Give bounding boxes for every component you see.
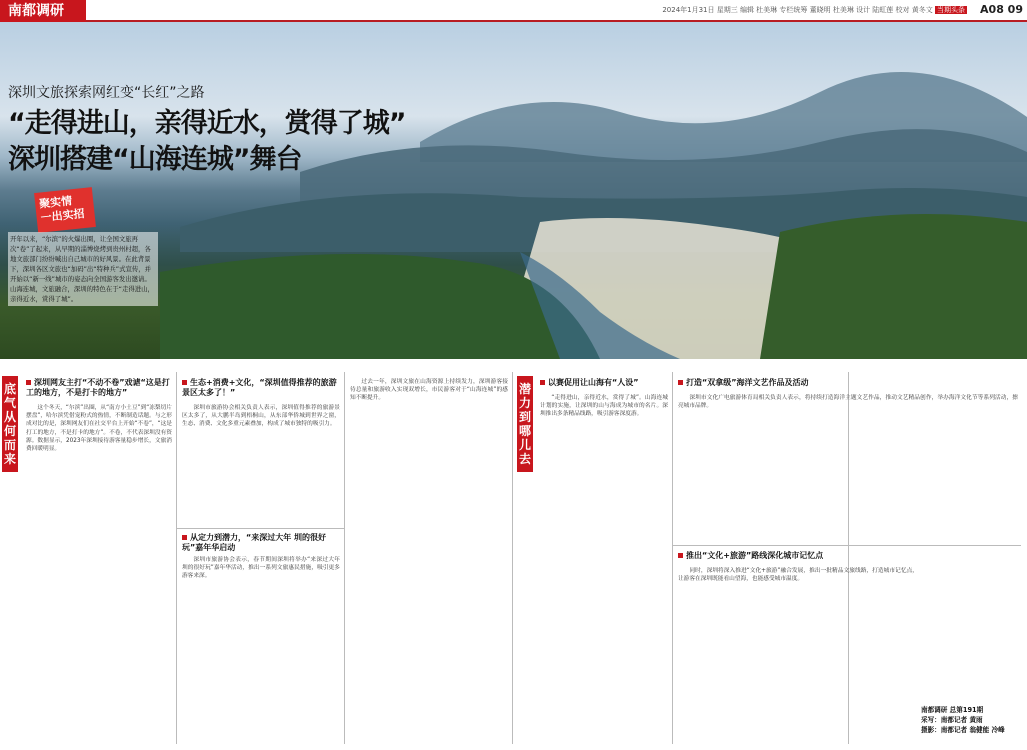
column-2 <box>182 404 340 524</box>
headline-line-2: 深圳搭建“山海连城”舞台 <box>8 144 302 175</box>
intro-paragraph: 开年以来，“尔滨”的火爆出圈，让全国文旅再次“卷”了起来，从早期的淄博烧烤到贵州村超，各地文旅部门纷纷喊出自己城市的好风景。在此背景下，深圳各区文旅也“加码”出“特种兵”式宣传，并开始以“新一线”城市的姿态向全国游客发出邀请。山海连城，文旅融合，深圳的特色在于“走得进山，亲得近水，赏得了城”。 <box>8 232 158 306</box>
subhead-1 <box>26 378 172 398</box>
row-divider <box>672 545 1021 546</box>
subhead-4 <box>540 378 668 388</box>
subhead-5-text: 打造“双拿级”海洋文艺作品及活动 <box>686 378 809 387</box>
column-divider <box>344 372 345 744</box>
hero-photo <box>0 22 1027 359</box>
subhead-3 <box>182 533 340 553</box>
column-6-text: 同时，深圳将深入推进“文化+旅游”融合发展，推出一批精品文旅线路，打造城市记忆点，让游客在深圳既能看山望海，也能感受城市温度。 <box>678 568 918 583</box>
column-divider <box>176 372 177 744</box>
column-4 <box>350 378 508 744</box>
subhead-4-text: 以赛促用让山海有“人设” <box>548 378 639 387</box>
column-stamp <box>34 187 96 233</box>
headline-line-1: “走得进山，亲得近水，赏得了城” <box>8 108 406 139</box>
bullet-icon <box>540 380 545 385</box>
masthead-info-text: 2024年1月31日 星期三 编辑 杜美琳 专栏统筹 董晓明 杜美琳 设计 陆虹莲 校对 黄冬文 <box>662 6 933 14</box>
bullet-icon <box>678 553 683 558</box>
column-3-text: 过去一年，深圳文旅在山海资源上持续发力，深圳游客接待总量和旅游收入实现双增长，市民游客对于“山海连城”的感知不断提升。 <box>350 379 508 402</box>
column-3 <box>182 556 340 744</box>
column-4-text: “走得进山，亲得近水，赏得了城”。山海连城计划的实施，让深圳的山与海成为城市的名片。深圳推出多条精品线路，吸引游客深度游。 <box>540 395 668 418</box>
stamp-line-2: 一出实招 <box>40 207 86 225</box>
credits-line-1: 南都调研 总第191期 <box>921 706 984 714</box>
column-1 <box>26 404 172 744</box>
bullet-icon <box>26 380 31 385</box>
credits-line-2: 采写：南都记者 黄雨 <box>921 716 983 724</box>
headline-block <box>8 82 468 178</box>
page-number: A08 09 <box>980 3 1023 16</box>
subhead-5 <box>678 378 1018 388</box>
column-divider <box>512 372 513 744</box>
stamp-line-1: 聚实情 <box>38 194 73 211</box>
subhead-2 <box>182 378 340 398</box>
column-2-text: 深圳市旅游协会相关负责人表示，深圳值得推荐的旅游景区太多了，从大鹏半岛到梧桐山，从东部华侨城到世界之窗，生态、消费、文化多重元素叠加，构成了城市独特的吸引力。 <box>182 405 340 428</box>
column-6 <box>678 394 1018 540</box>
subhead-6-text: 推出“文化+旅游”路线深化城市记忆点 <box>686 551 824 560</box>
side-label-mid: 潜力到哪儿去 <box>517 376 533 472</box>
column-divider <box>672 372 673 744</box>
credits-line-3: 摄影：南都记者 翁健能 冷峰 <box>921 726 1005 734</box>
bullet-icon <box>182 535 187 540</box>
column-1-text: 这个冬天，“尔滨”出圈，从“南方小土豆”到“冻梨切片摆盘”，哈尔滨凭借宠粉式的热情，不断制造话题。与之形成对比的是，深圳网友们在社交平台上开始“不卷”，“这是打工的地方，不是打卡的地方”。不卷，不代表深圳没有资源。数据显示，2023年深圳接待游客量稳步增长，文旅消费回暖明显。 <box>26 405 172 453</box>
side-label-left: 底气从何而来 <box>2 376 18 472</box>
bullet-icon <box>678 380 683 385</box>
column-5-text: 深圳市文化广电旅游体育局相关负责人表示，将持续打造海洋主题文艺作品，推动文艺精品创作，举办海洋文化节等系列活动，擦亮城市品牌。 <box>678 395 1018 410</box>
section-tag: 南都调研 <box>0 0 86 22</box>
column-7 <box>678 567 918 744</box>
subhead-2-text: 生态+消费+文化，“深圳值得推荐的旅游景区太多了！” <box>182 378 337 397</box>
bullet-icon <box>182 380 187 385</box>
byline-credits <box>921 705 1021 735</box>
masthead-info <box>662 5 967 15</box>
subhead-6 <box>678 551 1018 561</box>
masthead-bar <box>0 0 1027 22</box>
column-7-text: 深圳市旅游协会表示，春节期间深圳将举办“来深过大年 圳的很好玩”嘉年华活动，推出一系列文旅惠民措施，吸引更多游客来深。 <box>182 557 340 580</box>
row-divider <box>176 528 344 529</box>
subhead-1-text: 深圳网友主打“不动不卷”戏谑“这是打工的地方，不是打卡的地方” <box>26 378 170 397</box>
kicker: 深圳文旅探索网红变“长红”之路 <box>8 85 205 101</box>
masthead-highlight: 当期头条 <box>937 6 965 14</box>
subhead-3-text: 从定力到潜力，“来深过大年 圳的很好玩”嘉年华启动 <box>182 533 327 552</box>
column-5 <box>540 394 668 744</box>
landscape-illustration <box>0 22 1027 359</box>
